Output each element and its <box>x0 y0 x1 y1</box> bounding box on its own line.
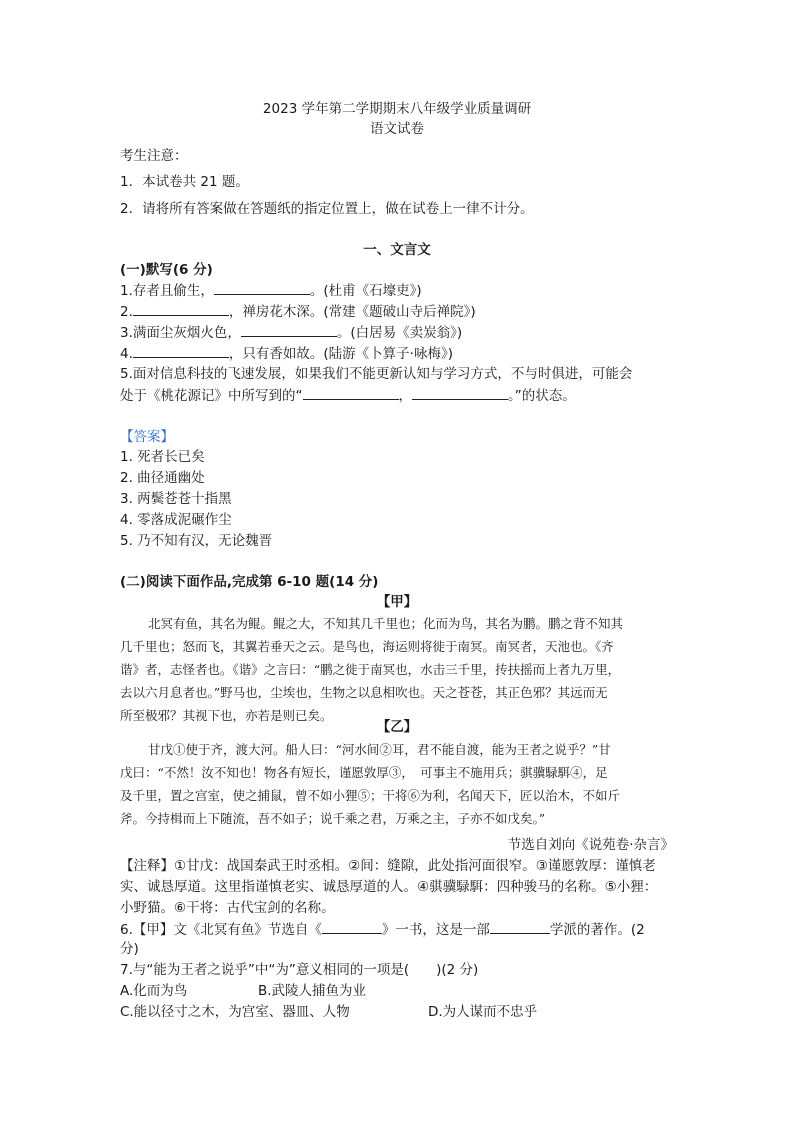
answer-heading: 【答案】 <box>120 429 174 445</box>
passage-jia-line: 几千里也；怒而飞，其翼若垂天之云。是鸟也，海运则将徙于南冥。南冥者，天池也。《齐 <box>120 639 614 654</box>
passage-source: 节选自刘向《说苑卷·杂言》 <box>507 837 674 853</box>
question-6 <box>120 919 645 940</box>
question-5-comma: ， <box>398 388 412 404</box>
question-4 <box>120 343 453 364</box>
passage-jia-line: 去以六月息者也。”野马也，尘埃也，生物之以息相吹也。天之苍苍，其正色邪？其远而无 <box>120 685 608 700</box>
question-2 <box>120 301 476 322</box>
answer-blank <box>412 385 508 400</box>
question-4-number: 4. <box>120 346 133 362</box>
answer-blank <box>214 280 310 295</box>
option-b: B.武陵人捕鱼为业 <box>258 983 367 999</box>
question-4-text: ，只有香如故。(陆游《卜算子·咏梅》) <box>228 346 453 362</box>
notice-heading: 考生注意： <box>120 148 188 164</box>
passage-yi-line: 甘戊①使于齐，渡大河。船人曰：“河水间②耳，君不能自渡，能为王者之说乎？”甘 <box>148 742 611 757</box>
question-2-number: 2. <box>120 304 133 320</box>
question-5-line-1: 5.面对信息科技的飞速发展，如果我们不能更新认知与学习方式，不与时俱进，可能会 <box>120 366 633 382</box>
answer-blank <box>490 919 550 934</box>
question-1-source: 。(杜甫《石壕吏》) <box>309 283 422 299</box>
passage-jia-line: 谐》者，志怪者也。《谐》之言曰：“鹏之徙于南冥也，水击三千里，抟扶摇而上者九万里， <box>120 662 621 677</box>
question-5-line-2 <box>120 385 576 406</box>
answer-item: 4. 零落成泥碾作尘 <box>120 512 232 528</box>
answer-blank <box>322 919 382 934</box>
option-c: C.能以径寸之木，为宫室、器皿、人物 <box>120 1004 350 1020</box>
exam-title: 2023 学年第二学期期末八年级学业质量调研 <box>262 101 532 117</box>
passage-yi-line: 戊曰：“不然！汝不知也！物各有短长，谨愿敦厚③， 可事主不施用兵；骐骥騄駬④，足 <box>120 765 608 780</box>
question-6-text-2: 》一书，这是一部 <box>381 922 490 938</box>
question-7-stem: 7.与“能为王者之说乎”中“为”意义相同的一项是( )(2 分) <box>120 962 479 978</box>
answer-blank <box>133 343 229 358</box>
notes-line: 小野猫。⑥干将：古代宝剑的名称。 <box>120 900 335 916</box>
answer-item: 2. 曲径通幽处 <box>120 470 205 486</box>
answer-item: 1. 死者长已矣 <box>120 449 205 465</box>
question-3 <box>120 322 462 343</box>
answer-blank <box>133 301 229 316</box>
passage-jia-label: 【甲】 <box>376 594 418 610</box>
question-6-text-3: 学派的著作。(2 <box>549 922 645 938</box>
answer-blank <box>241 322 337 337</box>
question-5-end: 。”的状态。 <box>508 388 576 404</box>
question-1-text: 1.存者且偷生， <box>120 283 214 299</box>
notice-item-2: 2．请将所有答案做在答题纸的指定位置上，做在试卷上一律不计分。 <box>120 201 534 217</box>
question-3-source: 。(白居易《卖炭翁》) <box>336 325 463 341</box>
passage-yi-line: 及千里，置之宫室，使之捕鼠，曾不如小狸⑤；干将⑥为利，名闻天下，匠以治木，不如斤 <box>120 788 621 803</box>
question-6-points: 分) <box>120 941 139 957</box>
section-title: 一、文言文 <box>363 242 431 258</box>
question-6-text: 6.【甲】文《北冥有鱼》节选自《 <box>120 922 322 938</box>
passage-jia-line: 所至极邪？其视下也，亦若是则已矣。 <box>120 708 333 723</box>
question-3-text: 3.满面尘灰烟火色， <box>120 325 241 341</box>
part1-title: (一)默写(6 分) <box>120 262 213 278</box>
notes-line: 实、诚恳厚道。这里指谨慎老实、诚恳厚道的人。④骐骥騄駬：四种骏马的名称。⑤小狸： <box>120 879 658 895</box>
passage-jia-line: 北冥有鱼，其名为鲲。鲲之大，不知其几千里也；化而为鸟，其名为鹏。鹏之背不知其 <box>148 616 624 631</box>
answer-blank <box>303 385 399 400</box>
question-2-text: ，禅房花木深。(常建《题破山寺后禅院》) <box>228 304 476 320</box>
part2-title: (二)阅读下面作品,完成第 6-10 题(14 分) <box>120 574 379 590</box>
answer-item: 5. 乃不知有汉，无论魏晋 <box>120 533 273 549</box>
answer-item: 3. 两鬓苍苍十指黑 <box>120 491 232 507</box>
question-5-text: 处于《桃花源记》中所写到的“ <box>120 388 303 404</box>
passage-yi-label: 【乙】 <box>376 719 418 735</box>
notes-line: 【注释】①甘戊：战国秦武王时丞相。②间：缝隙，此处指河面很窄。③谨愿敦厚：谨慎老 <box>120 858 656 874</box>
option-a: A.化而为鸟 <box>120 983 188 999</box>
question-1 <box>120 280 422 301</box>
option-d: D.为人谋而不忠乎 <box>428 1004 538 1020</box>
notice-item-1: 1．本试卷共 21 题。 <box>120 174 249 190</box>
passage-yi-line: 斧。今持楫而上下随流，吾不如子；说千乘之君，万乘之主，子亦不如戊矣。” <box>120 811 546 826</box>
exam-subtitle: 语文试卷 <box>370 121 424 137</box>
